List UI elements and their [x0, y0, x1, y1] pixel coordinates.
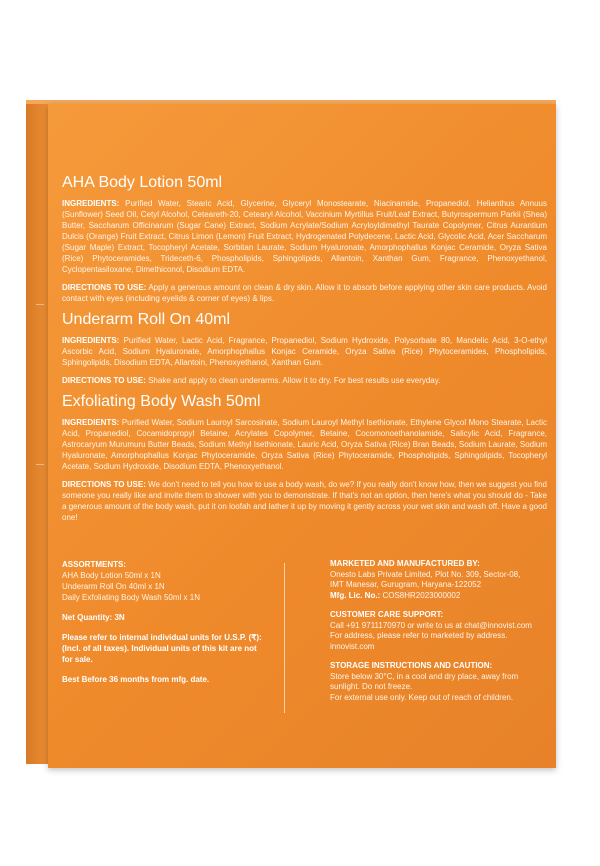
ingredients-label: INGREDIENTS:: [62, 336, 120, 345]
assortments-label: ASSORTMENTS:: [62, 560, 126, 569]
directions-body: We don't need to tell you how to use a body wash, do we? If you really don't know how, then we suggest you find someone you really like and invite them to shower with you to demonstrate. If that's not an option, then here's what you should do - Take a generous amount of the body wash, put it on loofah and lather it up by moving it gently across your wet skin and wash off. Have a good one!: [62, 480, 547, 522]
column-divider: [284, 563, 285, 713]
kit-info-column: [62, 559, 262, 694]
license-number: COS8HR2023000002: [382, 590, 461, 600]
ingredients-text: [62, 198, 547, 275]
ingredients-text: [62, 335, 547, 368]
company-info-column: [330, 559, 550, 712]
assortment-item: Daily Exfoliating Body Wash 50ml x 1N: [62, 593, 200, 602]
marketed-label: MARKETED AND MANUFACTURED BY:: [330, 559, 480, 568]
support-label: CUSTOMER CARE SUPPORT:: [330, 610, 444, 619]
best-before: Best Before 36 months from mfg. date.: [62, 675, 210, 684]
assortments-block: [62, 559, 262, 603]
net-quantity: Net Quantity: 3N: [62, 613, 125, 622]
ingredients-list: Purified Water, Stearic Acid, Glycerine, Glyceryl Monostearate, Niacinamide, Propanediol, Helianthus Annuus (Sunflower) Seed Oil, Cetyl Alcohol, Ceteareth-20, Cetearyl Alcohol, Vaccinium Myrtillus Fruit/Leaf Extract, Butyrospermum Parkii (Shea) Butter, Saccharum Officinarum (Sugar Cane) Extract, Sodium Acrylate/Sodium Acryloyldimethyl Taurate Copolymer, Citrus Aurantium Dulcis (Orange) Fruit Extract, Citrus Limon (Lemon) Fruit Extract, Hydrogenated Polydecene, Lactic Acid, Glycolic Acid, Acer Saccharum (Sugar Maple) Extract, Tocopheryl Acetate, Sorbitan Laurate, Sodium Hyaluronate, Amorphophallus Konjac Ceramide, Oryza Sativa (Rice) Phytoceramides, Trideceth-6, Phospholipids, Sphingolipids, Allantoin, Xanthan Gum, Fragrance, Phenoxyethanol, Cyclopentasiloxane, Dimethiconol, Disodium EDTA.: [62, 199, 547, 274]
ingredients-label: INGREDIENTS:: [62, 199, 120, 208]
directions-text: [62, 479, 547, 523]
caution-line: For external use only. Keep out of reach of children.: [330, 692, 514, 702]
section-title: AHA Body Lotion 50ml: [62, 174, 223, 191]
product-sections: [62, 174, 547, 530]
section-aha-body-lotion: [62, 174, 547, 304]
directions-label: DIRECTIONS TO USE:: [62, 283, 147, 292]
section-underarm-roll-on: [62, 311, 547, 386]
address-line: IMT Manesar, Gurugram, Haryana-122052: [330, 580, 482, 589]
box-back-panel: [48, 104, 556, 768]
support-address-note: For address, please refer to marketed by address.: [330, 631, 508, 640]
directions-text: [62, 375, 547, 386]
directions-body: Apply a generous amount on clean & dry skin. Allow it to absorb before applying other skin care products. Avoid contact with eyes (including eyelids & corner of eyes) & lips.: [62, 283, 548, 303]
mfg-license: [330, 591, 550, 602]
address-line: Onesto Labs Private Limited, Plot No. 309, Sector-08,: [330, 569, 521, 579]
info-footer: [62, 559, 547, 729]
directions-text: [62, 282, 547, 304]
website: innovist.com: [330, 641, 375, 651]
section-title: Exfoliating Body Wash 50ml: [62, 393, 261, 410]
storage-line: Store below 30°C, in a cool and dry place, away from: [330, 671, 519, 681]
license-label: Mfg. Lic. No.:: [330, 590, 381, 600]
ingredients-list: Purified Water, Lactic Acid, Fragrance, Propanediol, Sodium Hydroxide, Polysorbate 80, Mandelic Acid, 3-O-ethyl Ascorbic Acid, Sodium Hyaluronate, Amorphophallus Konjac Ceramide, Oryza Sativa (Rice) Phytoceramides, Phospholipids, Sphingolipids, Disodium EDTA, Allantoin, Phenoxyethanol, Xanthan Gum.: [62, 336, 548, 367]
section-title: Underarm Roll On 40ml: [62, 311, 231, 328]
support-contact: Call +91 9711170970 or write to us at chat@innovist.com: [330, 620, 532, 630]
side-fold-mark: [36, 464, 44, 465]
ingredients-list: Purified Water, Sodium Lauroyl Sarcosinate, Sodium Lauroyl Methyl Isethionate, Ethylene Glycol Mono Stearate, Lactic Acid, Propanediol, Cocamidopropyl Betaine, Acrylates Copolymer, Betaine, Cocomonoethanolamide, Salicylic Acid, Fragrance, Astrocaryum Murumuru Butter Beads, Sodium Methyl Isethionate, Lauric Acid, Oryza Sativa (Rice) Bran Beads, Sodium Laurate, Sodium Hyaluronate, Amorphophallus Konjac Phytoceramide, Oryza Sativa (Rice) Phytoceramide, Phospholipids, Sphingolipids, Tocopheryl Acetate, Sodium Hydroxide, Disodium EDTA, Phenoxyethanol.: [62, 418, 547, 471]
section-exfoliating-body-wash: [62, 393, 547, 523]
box-side-panel: [26, 104, 48, 764]
assortment-item: Underarm Roll On 40ml x 1N: [62, 582, 165, 591]
side-fold-mark: [36, 304, 44, 305]
marketed-by-block: [330, 559, 550, 601]
directions-label: DIRECTIONS TO USE:: [62, 480, 146, 489]
storage-block: [330, 661, 550, 703]
customer-support-block: [330, 610, 550, 652]
usp-note: Please refer to internal individual units for U.S.P. (₹): (Incl. of all taxes). Individual units of this kit are not for sale.: [62, 633, 262, 664]
storage-line: sunlight. Do not freeze.: [330, 682, 413, 691]
ingredients-text: [62, 417, 547, 472]
directions-body: Shake and apply to clean underarms. Allow it to dry. For best results use everyday.: [148, 376, 441, 385]
ingredients-label: INGREDIENTS:: [62, 418, 120, 427]
assortment-item: AHA Body Lotion 50ml x 1N: [62, 571, 161, 580]
storage-label: STORAGE INSTRUCTIONS AND CAUTION:: [330, 661, 493, 670]
directions-label: DIRECTIONS TO USE:: [62, 376, 146, 385]
